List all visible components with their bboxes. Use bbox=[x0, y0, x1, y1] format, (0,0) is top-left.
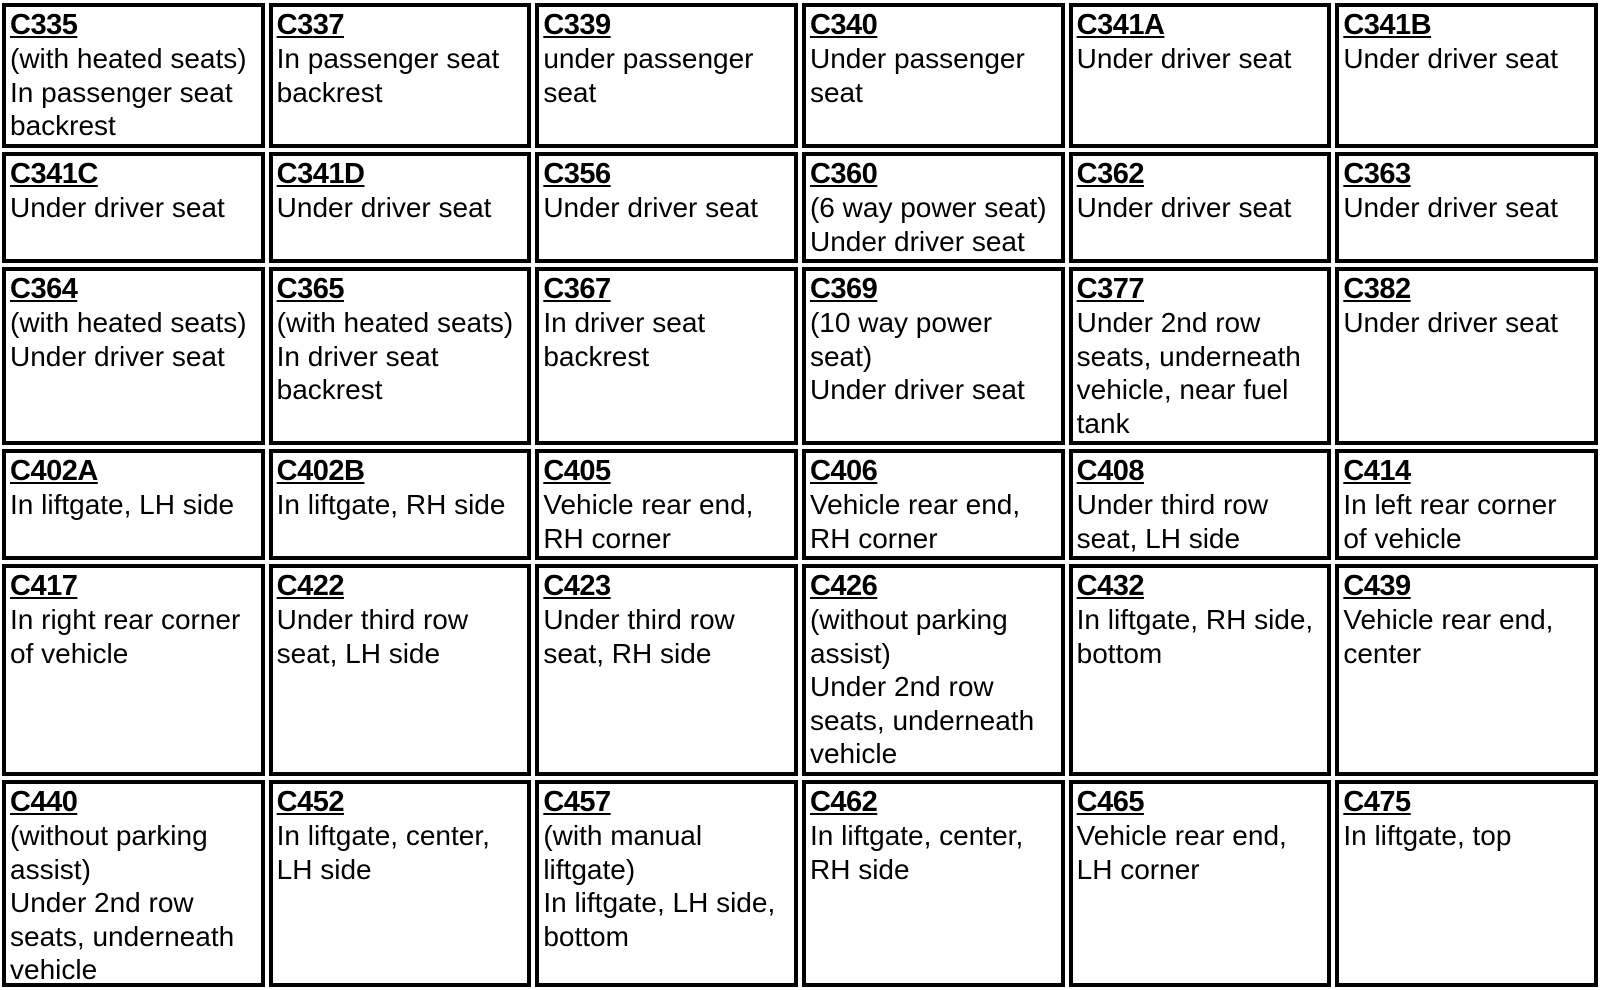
location-text: backrest bbox=[276, 374, 383, 405]
table-cell bbox=[1336, 268, 1597, 444]
connector-code: C341B bbox=[1343, 9, 1432, 41]
connector-code: C356 bbox=[543, 158, 611, 190]
location-text: seat bbox=[543, 76, 597, 108]
table-cell bbox=[1336, 781, 1597, 986]
location-text: In liftgate, RH side, bbox=[1076, 604, 1314, 635]
location-text: seat, RH side bbox=[543, 637, 712, 669]
location-text: (with heated seats) bbox=[10, 307, 247, 338]
connector-code: C337 bbox=[276, 9, 344, 41]
table-cell bbox=[270, 565, 531, 775]
location-text: Under third row bbox=[1076, 489, 1269, 520]
connector-code: C341D bbox=[276, 158, 365, 190]
location-text: Under driver seat bbox=[1343, 307, 1559, 338]
connector-code: C406 bbox=[809, 455, 878, 487]
location-text: Under driver seat bbox=[276, 192, 492, 223]
table-cell bbox=[536, 450, 797, 559]
location-text: In right rear corner bbox=[10, 604, 241, 635]
location-text: tank bbox=[1076, 407, 1130, 439]
location-text: Under third row bbox=[543, 604, 735, 635]
location-text: vehicle, near fuel bbox=[1076, 374, 1289, 405]
connector-code: C405 bbox=[543, 455, 611, 487]
location-text: Under driver seat bbox=[543, 192, 759, 223]
location-text: seat, LH side bbox=[276, 637, 441, 669]
connector-code: C439 bbox=[1343, 570, 1411, 602]
location-text: Under driver seat bbox=[809, 374, 1025, 405]
connector-code: C367 bbox=[543, 273, 611, 305]
connector-code: C340 bbox=[809, 9, 878, 41]
connector-code: C335 bbox=[10, 9, 78, 41]
location-text: (without parking bbox=[809, 604, 1008, 635]
table-cell bbox=[1070, 450, 1331, 559]
location-text: backrest bbox=[276, 76, 383, 108]
connector-code: C457 bbox=[543, 786, 611, 818]
location-text: RH corner bbox=[809, 522, 938, 554]
table-cell bbox=[803, 268, 1064, 444]
connector-code: C414 bbox=[1343, 455, 1411, 487]
location-text: In left rear corner bbox=[1343, 489, 1557, 520]
connector-code: C369 bbox=[809, 273, 878, 305]
location-text: bottom bbox=[1076, 637, 1163, 669]
location-text: Under driver seat bbox=[1343, 192, 1559, 223]
location-text: (10 way power bbox=[809, 307, 993, 338]
connector-code: C465 bbox=[1076, 786, 1144, 818]
location-text: seat bbox=[809, 76, 863, 108]
location-text: LH corner bbox=[1076, 853, 1200, 885]
connector-code: C362 bbox=[1076, 158, 1144, 190]
table-cell bbox=[3, 153, 264, 262]
location-text: seat) bbox=[809, 340, 873, 372]
table-cell bbox=[803, 4, 1064, 147]
table-cell bbox=[1070, 781, 1331, 986]
location-text: vehicle bbox=[10, 954, 98, 985]
location-text: of vehicle bbox=[1343, 522, 1462, 554]
location-text: assist) bbox=[10, 853, 91, 885]
location-text: center bbox=[1343, 637, 1422, 669]
location-text: In liftgate, LH side, bbox=[543, 887, 776, 918]
table-cell bbox=[3, 4, 264, 147]
location-text: vehicle bbox=[809, 738, 898, 769]
location-text: RH corner bbox=[543, 522, 671, 554]
table-cell bbox=[1070, 153, 1331, 262]
location-text: backrest bbox=[10, 110, 116, 141]
location-text: Under driver seat bbox=[10, 192, 225, 223]
location-text: Under 2nd row bbox=[809, 671, 994, 702]
location-text: seat, LH side bbox=[1076, 522, 1241, 554]
location-text: Vehicle rear end, bbox=[1076, 820, 1287, 851]
table-cell bbox=[1336, 565, 1597, 775]
location-text: (without parking bbox=[10, 820, 208, 851]
connector-code: C462 bbox=[809, 786, 878, 818]
location-text: Under 2nd row bbox=[10, 887, 194, 918]
location-text: (6 way power seat) bbox=[809, 192, 1047, 223]
connector-code: C339 bbox=[543, 9, 611, 41]
connector-location-table bbox=[2, 3, 1598, 987]
location-text: In liftgate, top bbox=[1343, 820, 1512, 851]
table-cell bbox=[536, 153, 797, 262]
location-text: Under 2nd row bbox=[1076, 307, 1261, 338]
table-cell bbox=[1336, 4, 1597, 147]
connector-code: C422 bbox=[276, 570, 344, 602]
table-cell bbox=[270, 781, 531, 986]
location-text: seats, underneath bbox=[809, 704, 1035, 736]
location-text: Under driver seat bbox=[1076, 43, 1292, 74]
location-text: Vehicle rear end, bbox=[809, 489, 1021, 520]
table-cell bbox=[270, 153, 531, 262]
connector-code: C365 bbox=[276, 273, 344, 305]
table-cell bbox=[3, 781, 264, 986]
table-cell bbox=[803, 565, 1064, 775]
table-cell bbox=[270, 268, 531, 444]
location-text: assist) bbox=[809, 637, 891, 669]
table-cell bbox=[536, 268, 797, 444]
connector-code: C452 bbox=[276, 786, 344, 818]
location-text: In driver seat bbox=[543, 307, 706, 338]
connector-code: C440 bbox=[10, 786, 78, 818]
location-text: In liftgate, LH side bbox=[10, 489, 235, 520]
table-cell bbox=[1070, 565, 1331, 775]
location-text: Vehicle rear end, bbox=[543, 489, 754, 520]
connector-code: C364 bbox=[10, 273, 78, 305]
location-text: Under driver seat bbox=[1076, 192, 1292, 223]
connector-code: C402B bbox=[276, 455, 365, 487]
table-cell bbox=[3, 565, 264, 775]
location-text: under passenger bbox=[543, 43, 754, 74]
table-cell bbox=[3, 450, 264, 559]
connector-code: C402A bbox=[10, 455, 98, 487]
location-text: Vehicle rear end, bbox=[1343, 604, 1554, 635]
table-cell bbox=[536, 781, 797, 986]
table-cell bbox=[3, 268, 264, 444]
table-cell bbox=[270, 4, 531, 147]
location-text: In liftgate, center, bbox=[276, 820, 490, 851]
connector-code: C408 bbox=[1076, 455, 1144, 487]
table-cell bbox=[803, 450, 1064, 559]
connector-code: C426 bbox=[809, 570, 878, 602]
location-text: RH side bbox=[809, 853, 910, 885]
connector-code: C363 bbox=[1343, 158, 1411, 190]
location-text: (with heated seats) bbox=[276, 307, 514, 338]
location-text: seats, underneath bbox=[1076, 340, 1301, 372]
location-text: of vehicle bbox=[10, 637, 129, 669]
location-text: In passenger seat bbox=[276, 43, 500, 74]
table-cell bbox=[1070, 268, 1331, 444]
connector-code: C423 bbox=[543, 570, 611, 602]
table-cell bbox=[1336, 450, 1597, 559]
location-text: In driver seat bbox=[276, 340, 439, 372]
location-text: (with manual bbox=[543, 820, 703, 851]
connector-code: C341A bbox=[1076, 9, 1165, 41]
location-text: In liftgate, center, bbox=[809, 820, 1024, 851]
connector-code: C377 bbox=[1076, 273, 1144, 305]
connector-code: C360 bbox=[809, 158, 878, 190]
location-text: liftgate) bbox=[543, 853, 636, 885]
location-text: seats, underneath bbox=[10, 920, 235, 952]
location-text: Under driver seat bbox=[809, 225, 1025, 257]
table-cell bbox=[270, 450, 531, 559]
connector-code: C417 bbox=[10, 570, 78, 602]
table-cell bbox=[536, 565, 797, 775]
location-text: backrest bbox=[543, 340, 650, 372]
table-cell bbox=[803, 153, 1064, 262]
connector-code: C432 bbox=[1076, 570, 1144, 602]
table-cell bbox=[803, 781, 1064, 986]
location-text: Under driver seat bbox=[1343, 43, 1559, 74]
connector-code: C475 bbox=[1343, 786, 1411, 818]
location-text: In passenger seat bbox=[10, 76, 233, 108]
location-text: LH side bbox=[276, 853, 372, 885]
location-text: Under passenger bbox=[809, 43, 1025, 74]
location-text: In liftgate, RH side bbox=[276, 489, 506, 520]
table-cell bbox=[1070, 4, 1331, 147]
connector-code: C341C bbox=[10, 158, 98, 190]
location-text: bottom bbox=[543, 920, 629, 952]
location-text: (with heated seats) bbox=[10, 43, 247, 74]
table-cell bbox=[1336, 153, 1597, 262]
location-text: Under third row bbox=[276, 604, 469, 635]
table-cell bbox=[536, 4, 797, 147]
connector-code: C382 bbox=[1343, 273, 1411, 305]
location-text: Under driver seat bbox=[10, 340, 225, 372]
